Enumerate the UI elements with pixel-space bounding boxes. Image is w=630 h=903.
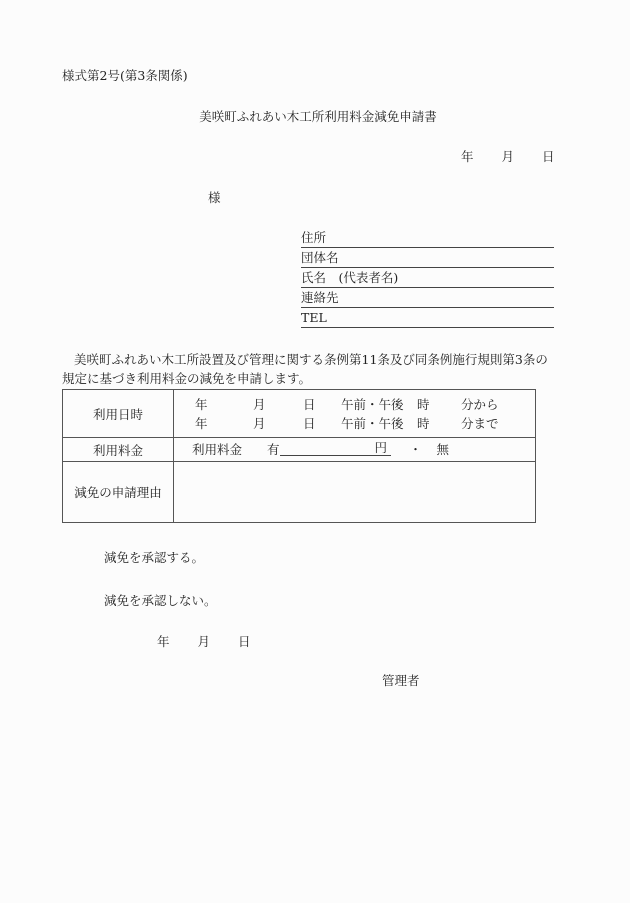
fee-amount-blank[interactable] <box>280 439 375 456</box>
reduction-reason-label: 減免の申請理由 <box>63 462 174 523</box>
usage-fee-label: 利用料金 <box>63 438 174 462</box>
yen-label: 円 <box>375 439 391 456</box>
separator-dot: ・ <box>409 441 422 457</box>
day-label: 日 <box>542 149 555 164</box>
datetime-to: 年 月 日 午前・午後 時 分まで <box>195 415 499 431</box>
year-label: 年 <box>461 149 474 164</box>
application-statement: 美咲町ふれあい木工所設置及び管理に関する条例第11条及び同条例施行規則第3条の規定に基づき利用料金の減免を申請します。 <box>62 352 548 386</box>
day-label: 日 <box>238 634 251 649</box>
name-field[interactable]: 氏名 (代表者名) <box>301 268 554 288</box>
approve-option[interactable]: 減免を承認する。 <box>104 550 205 565</box>
year-label: 年 <box>157 634 170 649</box>
table-row-usage-datetime <box>63 390 536 438</box>
month-label: 月 <box>501 149 515 164</box>
table-row-usage-fee <box>63 438 536 462</box>
document-title: 美咲町ふれあい木工所利用料金減免申請書 <box>199 109 437 124</box>
fee-prefix: 利用料金 <box>192 441 243 457</box>
fee-yes-option[interactable]: 有 <box>267 441 280 457</box>
approval-date <box>157 632 251 650</box>
usage-datetime-label: 利用日時 <box>63 390 174 438</box>
month-label: 月 <box>197 634 211 649</box>
reduction-reason-field[interactable] <box>174 462 536 523</box>
datetime-from: 年 月 日 午前・午後 時 分から <box>195 396 499 412</box>
contact-field[interactable]: 連絡先 <box>301 288 554 308</box>
manager-label: 管理者 <box>382 673 420 688</box>
organization-field[interactable]: 団体名 <box>301 248 554 268</box>
form-number: 様式第2号(第3条関係) <box>62 68 188 83</box>
usage-fee-value[interactable] <box>174 438 536 462</box>
fee-no-option[interactable]: 無 <box>436 441 450 457</box>
usage-datetime-value[interactable] <box>174 390 536 438</box>
tel-field[interactable]: TEL <box>301 308 554 328</box>
table-row-reduction-reason <box>63 462 536 523</box>
application-table <box>62 389 536 523</box>
address-field[interactable]: 住所 <box>301 228 554 248</box>
applicant-fields <box>301 228 554 328</box>
reject-option[interactable]: 減免を承認しない。 <box>104 593 217 608</box>
application-date <box>461 147 555 165</box>
recipient-suffix: 様 <box>208 190 221 205</box>
